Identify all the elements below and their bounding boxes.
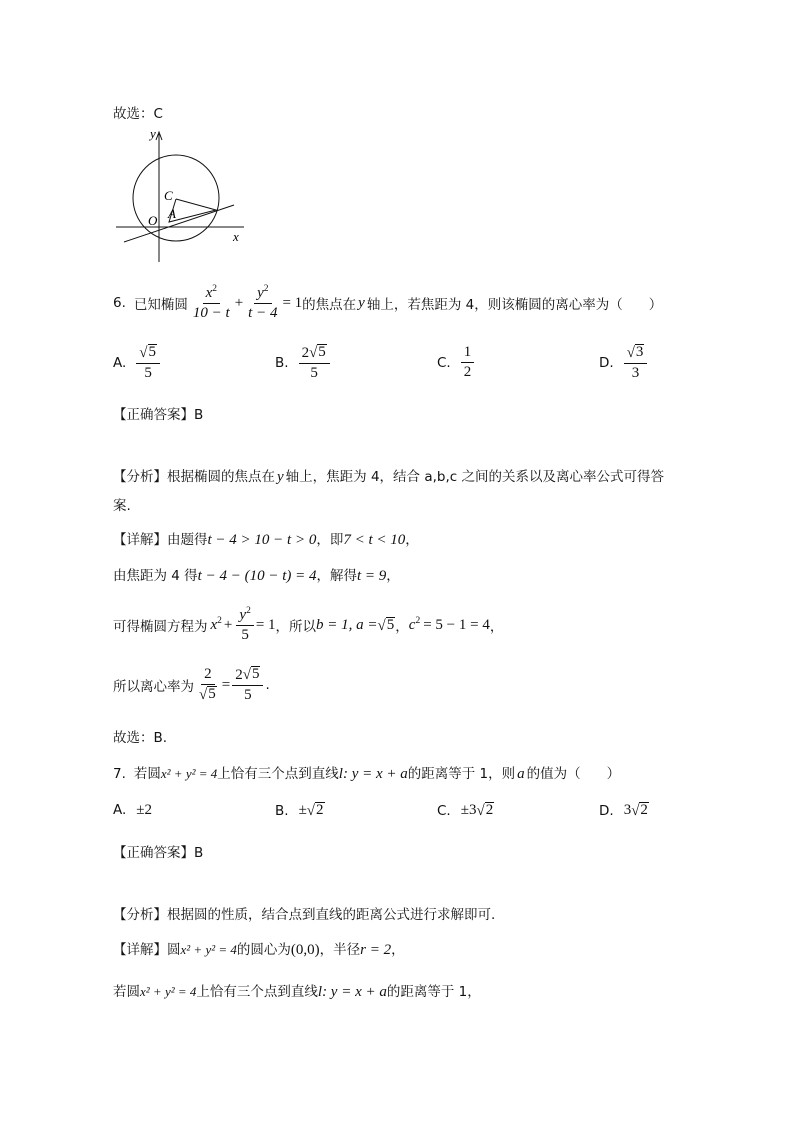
q7-analysis: 【分析】根据圆的性质，结合点到直线的距离公式进行求解即可. <box>113 907 496 923</box>
q7-option-c[interactable]: C. ±3 √ 2 <box>437 802 494 819</box>
q7-option-a[interactable]: A. ±2 <box>113 802 153 818</box>
q6-frac-y: $\frac{y^2}{t - 4}$ <box>248 284 278 322</box>
q7-detail-1: 【详解】 圆 x² + y² = 4 的圆心为 (0,0) ，半径 r = 2 ， <box>113 942 405 958</box>
axis-x-label: x <box>233 229 239 244</box>
tangent-line <box>124 205 234 242</box>
option-label: B. <box>275 355 289 372</box>
q7-option-b[interactable]: B. ± √ 2 <box>275 802 324 819</box>
option-label: C. <box>437 803 451 819</box>
q6-focus-axis: y <box>358 294 365 311</box>
q6-text-before: 已知椭圆 <box>133 297 188 314</box>
q6-analysis: 【分析】根据椭圆的焦点在 y 轴上，焦距为 4，结合 a,b,c 之间的关系以及离心率公式可得答 <box>113 469 664 485</box>
q6-text-focus: 的焦点在 <box>302 297 357 314</box>
option-label: D. <box>599 355 614 372</box>
q6-option-c[interactable]: C. $\frac{1}{2}$ <box>437 344 476 382</box>
q6-option-b[interactable]: B. 2 √ 5 5 <box>275 344 332 382</box>
q6-analysis-cont: 案. <box>113 498 131 514</box>
q6-answer: 【正确答案】B <box>113 407 204 423</box>
q7-answer: 【正确答案】B <box>113 845 204 861</box>
circle-c <box>133 155 219 241</box>
option-label: D. <box>599 803 614 819</box>
q6-option-a[interactable]: A. √ 5 5 <box>113 344 162 382</box>
q6-conclusion: 故选：B. <box>113 730 168 746</box>
q6-frac-x: $\frac{x^2}{10 - t}$ <box>192 284 230 322</box>
q6-text-after: 轴上，若焦距为 4，则该椭圆的离心率为（ <box>366 297 623 314</box>
circle-tangent-figure <box>108 124 248 264</box>
q7-stem: 7. 若圆 x² + y² = 4 上恰有三个点到直线 l : y = x + a 的距离等于 1，则 a 的值为（ ） <box>113 766 621 782</box>
q6-option-d[interactable]: D. √ 3 3 <box>599 344 649 382</box>
point-c-label: C <box>164 188 173 203</box>
q7-option-d[interactable]: D. 3 √ 2 <box>599 802 648 819</box>
prev-conclusion: 故选：C <box>113 106 163 122</box>
option-label: B. <box>275 803 289 819</box>
q6-close-paren: ） <box>648 297 663 314</box>
point-a-label: A <box>168 206 176 221</box>
q6-detail-1: 【详解】 由题得 t − 4 > 10 − t > 0 ，即 7 < t < 10 ， <box>113 532 419 548</box>
origin-label: O <box>148 213 158 228</box>
q6-eq-rhs: = 1 <box>282 294 303 311</box>
option-label: A. <box>113 802 127 818</box>
q6-detail-4: 所以离心率为 2 √ 5 = 2 √ 5 5 . <box>113 666 270 703</box>
option-label: A. <box>113 355 127 372</box>
axis-y-label: y <box>150 126 156 141</box>
option-label: C. <box>437 354 451 371</box>
q6-detail-3: 可得椭圆方程为 $x^2$ + $\frac{y^2}{5}$ = 1 ，所以 b = 1, a = √ 5 ， $c^2$ = 5 − 1 = 4 ， <box>113 606 504 644</box>
q7-detail-2: 若圆 x² + y² = 4 上恰有三个点到直线 l : y = x + a 的距离等于 1， <box>113 984 481 1000</box>
q6-stem: 6. 已知椭圆 $\frac{x^2}{10 - t}$ + $\frac{y^2}{t - 4}$ = 1 的焦点在 y 轴上，若焦距为 4，则该椭圆的离心率为（ ） <box>113 284 663 322</box>
q6-detail-2: 由焦距为 4 得 t − 4 − (10 − t) = 4 ，解得 t = 9 ， <box>113 568 400 584</box>
q6-number: 6. <box>113 295 126 312</box>
